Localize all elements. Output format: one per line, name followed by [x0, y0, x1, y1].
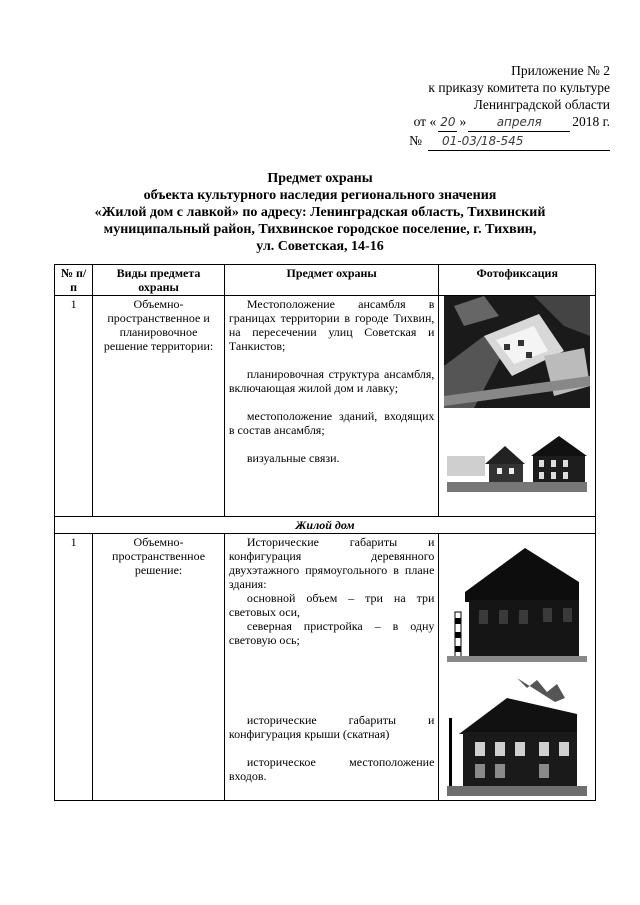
row-num: 1 — [55, 534, 93, 801]
appendix-date — [409, 113, 610, 132]
title-line-3: «Жилой дом с лавкой» по адресу: Ленинградская область, Тихвинский — [94, 205, 546, 220]
header-subject: Предмет охраны — [224, 265, 439, 296]
subject-item: Исторические габариты и конфигурация деревянного двухэтажного прямоугольного в плане здания: — [228, 535, 435, 591]
title-line-1: Предмет охраны — [267, 171, 373, 186]
row-type: Объемно-пространственное решение: — [93, 534, 225, 801]
header-num: № п/п — [55, 265, 93, 296]
subject-item: историческое местоположение входов. — [228, 755, 435, 783]
subject-item: Местоположение ансамбля в границах территории в городе Тихвин, на пересечении улиц Советская и Танкистов; — [228, 297, 435, 353]
appendix-number — [409, 132, 610, 151]
header-photo: Фотофиксация — [439, 265, 596, 296]
row-num: 1 — [55, 296, 93, 517]
subject-item: местоположение зданий, входящих в состав ансамбля; — [228, 409, 435, 437]
row-photos — [439, 534, 596, 801]
title-line-5: ул. Советская, 14-16 — [256, 239, 384, 254]
appendix-block — [409, 62, 610, 151]
number-prefix: № — [409, 133, 422, 148]
street-photo — [447, 434, 587, 492]
date-mid: » — [459, 114, 467, 129]
section-row — [55, 517, 596, 534]
house-photo-2 — [447, 678, 587, 796]
section-title: Жилой дом — [55, 517, 596, 534]
table-row — [55, 534, 596, 801]
appendix-title: Приложение № 2 — [511, 63, 610, 78]
header-type: Виды предмета охраны — [93, 265, 225, 296]
protection-table — [54, 264, 596, 801]
date-month: апреля — [468, 114, 570, 132]
table-header-row — [55, 265, 596, 296]
subject-item: исторические габариты и конфигурация крыши (скатная) — [228, 713, 435, 741]
row-type: Объемно-пространственное и планировочное решение территории: — [93, 296, 225, 517]
date-prefix: от « — [413, 114, 437, 129]
appendix-order-ref: к приказу комитета по культуре — [428, 80, 610, 95]
title-line-4: муниципальный район, Тихвинское городское поселение, г. Тихвин, — [103, 222, 537, 237]
title-line-2: объекта культурного наследия регионального значения — [143, 188, 497, 203]
house-photo-1 — [447, 542, 587, 662]
table-row — [55, 296, 596, 517]
subject-item: визуальные связи. — [246, 451, 340, 465]
date-day: 20 — [438, 114, 457, 132]
row-subject — [224, 534, 439, 801]
row-photos — [439, 296, 596, 517]
subject-item: основной объем – три на три световых оси, — [228, 591, 435, 619]
subject-item: северная пристройка – в одну световую ось; — [228, 619, 435, 647]
date-suffix: 2018 г. — [572, 114, 610, 129]
appendix-region: Ленинградской области — [473, 97, 610, 112]
document-title — [60, 170, 580, 255]
row-subject — [224, 296, 439, 517]
aerial-photo — [444, 296, 590, 408]
number-value: 01-03/18-545 — [428, 133, 610, 151]
subject-item: планировочная структура ансамбля, включающая жилой дом и лавку; — [228, 367, 435, 395]
